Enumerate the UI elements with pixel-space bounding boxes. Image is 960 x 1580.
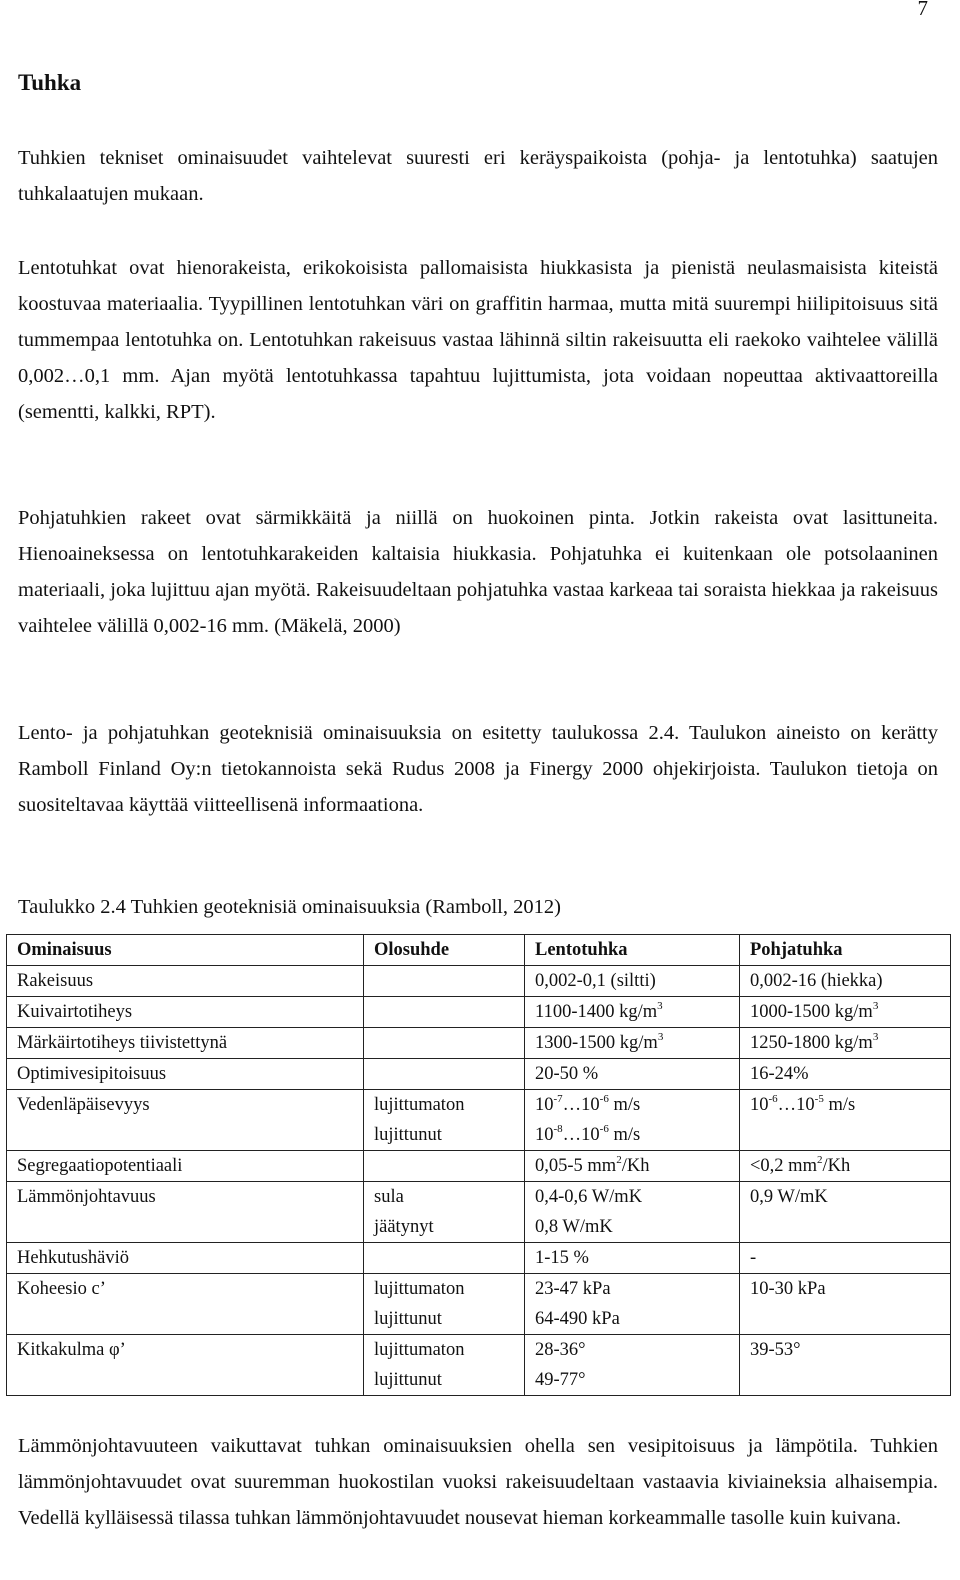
- section-heading: Tuhka: [18, 70, 82, 95]
- fly-ash-value: 0,002-0,1 (siltti): [525, 966, 740, 997]
- table-row: [7, 1274, 951, 1335]
- paragraph-bottom-ash: Pohjatuhkien rakeet ovat särmikkäitä ja niillä on huokoinen pinta. Jotkin rakeista ovat lasittuneita. Hienoaineksessa on lentotuhkarakeiden kaltaisia hiukkasia. Pohjatuhka ei kuitenkaan ole potsolaaninen materiaali, joka lujittuu ajan myötä. Rakeisuudeltaan pohjatuhka vastaa karkeaa tai soraista hiekkaa ja rakeisuus vaihtelee välillä 0,002-16 mm. (Mäkelä, 2000): [18, 507, 938, 637]
- fly-ash-value: 0,05-5 $mm^2/Kh$: [525, 1151, 740, 1182]
- condition-cell: [364, 997, 525, 1028]
- table-caption: Taulukko 2.4 Tuhkien geoteknisiä ominaisuuksia (Ramboll, 2012): [18, 896, 561, 918]
- fly-ash-value: 1300-1500 $kg/m^3$: [525, 1028, 740, 1059]
- table-row: [7, 1335, 951, 1396]
- property-name: Hehkutushäviö: [7, 1243, 364, 1274]
- property-name: Optimivesipitoisuus: [7, 1059, 364, 1090]
- property-name: Märkäirtotiheys tiivistettynä: [7, 1028, 364, 1059]
- fly-ash-value: 1-15 %: [525, 1243, 740, 1274]
- bottom-ash-value: $10^{-6}\dots 10^{-5}$ m/s: [740, 1090, 951, 1151]
- bottom-ash-value: 1000-1500 $kg/m^3$: [740, 997, 951, 1028]
- property-name: Lämmönjohtavuus: [7, 1182, 364, 1243]
- condition-cell: [364, 1151, 525, 1182]
- condition-cell: lujittumaton lujittunut: [364, 1274, 525, 1335]
- condition-cell: [364, 966, 525, 997]
- bottom-ash-value: 1250-1800 $kg/m^3$: [740, 1028, 951, 1059]
- bottom-ash-value: 10-30 kPa: [740, 1274, 951, 1335]
- bottom-ash-value: 0,9 W/mK: [740, 1182, 951, 1243]
- header-fly-ash: Lentotuhka: [525, 935, 740, 966]
- table-row: [7, 1243, 951, 1274]
- fly-ash-value: $10^{-7}\dots 10^{-6}$ m/s $10^{-8}\dots 10^{-6}$ m/s: [525, 1090, 740, 1151]
- table-row: [7, 1090, 951, 1151]
- fly-ash-value: 20-50 %: [525, 1059, 740, 1090]
- paragraph-thermal-conductivity: Lämmönjohtavuuteen vaikuttavat tuhkan ominaisuuksien ohella sen vesipitoisuus ja lämpötila. Tuhkien lämmönjohtavuudet ovat suuremman huokostilan vuoksi rakeisuudeltaan vastaavia kiviaineksia alhaisempia. Vedellä kylläisessä tilassa tuhkan lämmönjohtavuudet nousevat hieman korkeammalle tasolle kuin kuivana.: [18, 1435, 938, 1529]
- paragraph-table-intro: Lento- ja pohjatuhkan geoteknisiä ominaisuuksia on esitetty taulukossa 2.4. Taulukon aineisto on kerätty Ramboll Finland Oy:n tietokannoista sekä Rudus 2008 ja Finergy 2000 ohjekirjoista. Taulukon tietoja on suositeltavaa käyttää viitteellisenä informaationa.: [18, 722, 938, 816]
- condition-cell: [364, 1059, 525, 1090]
- fly-ash-value: 0,4-0,6 W/mK 0,8 W/mK: [525, 1182, 740, 1243]
- bottom-ash-value: -: [740, 1243, 951, 1274]
- header-condition: Olosuhde: [364, 935, 525, 966]
- table-row: [7, 966, 951, 997]
- paragraph-intro: Tuhkien tekniset ominaisuudet vaihtelevat suuresti eri keräyspaikoista (pohja- ja lentotuhka) saatujen tuhkalaatujen mukaan.: [18, 147, 938, 205]
- fly-ash-value: 1100-1400 $kg/m^3$: [525, 997, 740, 1028]
- table-row: [7, 1182, 951, 1243]
- property-name: Vedenläpäisevyys: [7, 1090, 364, 1151]
- bottom-ash-value: 39-53°: [740, 1335, 951, 1396]
- condition-cell: [364, 1028, 525, 1059]
- table-row: [7, 1151, 951, 1182]
- property-name: Rakeisuus: [7, 966, 364, 997]
- properties-table: [6, 934, 951, 1396]
- condition-cell: sula jäätynyt: [364, 1182, 525, 1243]
- bottom-ash-value: 16-24%: [740, 1059, 951, 1090]
- paragraph-fly-ash: Lentotuhkat ovat hienorakeista, erikokoisista pallomaisista hiukkasista ja pienistä neulasmaisista kiteistä koostuvaa materiaalia. Tyypillinen lentotuhkan väri on graffitin harmaa, mutta mitä suurempi hiilipitoisuus sitä tummempaa lentotuhka on. Lentotuhkan rakeisuus vastaa lähinnä siltin rakeisuutta eli raekoko vaihtelee välillä 0,002…0,1 mm. Ajan myötä lentotuhkassa tapahtuu lujittumista, jota voidaan nopeuttaa aktivaattoreilla (sementti, kalkki, RPT).: [18, 257, 938, 423]
- page-number: 7: [917, 0, 928, 20]
- fly-ash-value: 23-47 kPa 64-490 kPa: [525, 1274, 740, 1335]
- table-row: [7, 1028, 951, 1059]
- property-name: Kitkakulma φ’: [7, 1335, 364, 1396]
- header-property: Ominaisuus: [7, 935, 364, 966]
- bottom-ash-value: <0,2 $mm^2/Kh$: [740, 1151, 951, 1182]
- condition-cell: lujittumaton lujittunut: [364, 1090, 525, 1151]
- condition-cell: lujittumaton lujittunut: [364, 1335, 525, 1396]
- table-row: [7, 997, 951, 1028]
- fly-ash-value: 28-36° 49-77°: [525, 1335, 740, 1396]
- property-name: Koheesio c’: [7, 1274, 364, 1335]
- condition-cell: [364, 1243, 525, 1274]
- bottom-ash-value: 0,002-16 (hiekka): [740, 966, 951, 997]
- header-bottom-ash: Pohjatuhka: [740, 935, 951, 966]
- property-name: Segregaatiopotentiaali: [7, 1151, 364, 1182]
- table-row: [7, 1059, 951, 1090]
- property-name: Kuivairtotiheys: [7, 997, 364, 1028]
- table-header-row: [7, 935, 951, 966]
